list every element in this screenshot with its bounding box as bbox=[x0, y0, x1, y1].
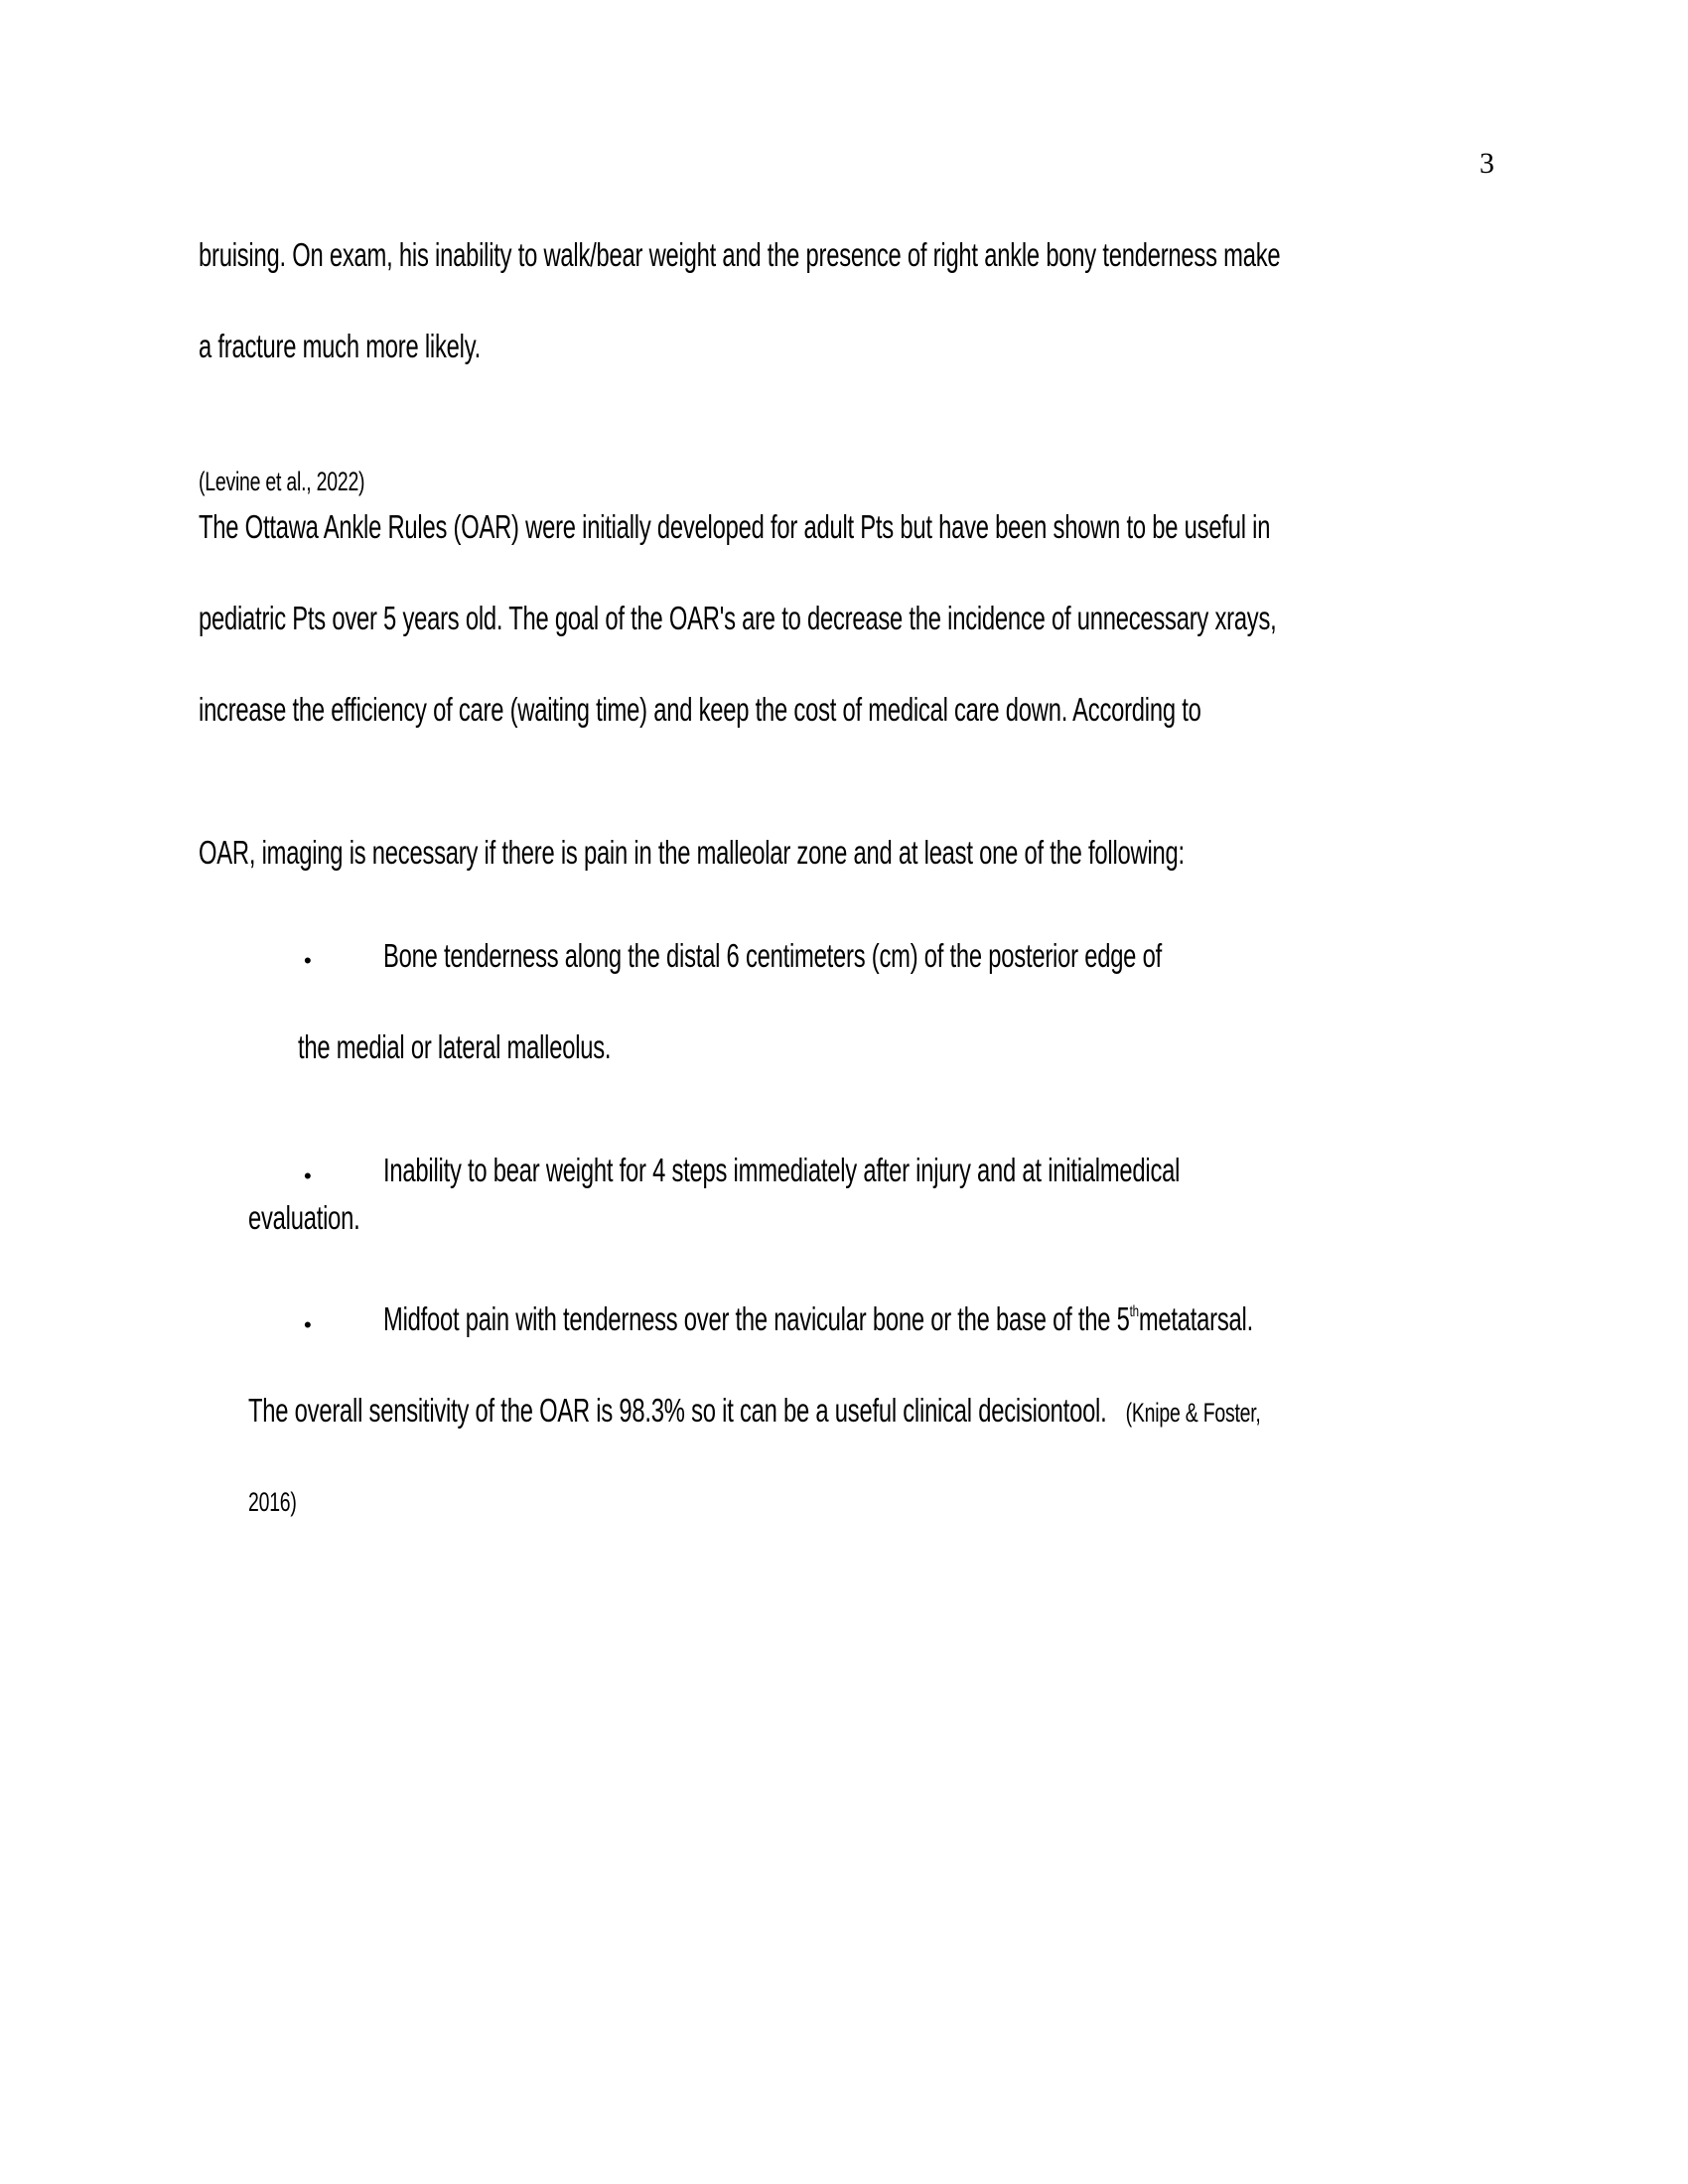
bullet-1-line-2: the medial or lateral malleolus. bbox=[298, 1028, 612, 1065]
paragraph-2-line-4: OAR, imaging is necessary if there is pain in the malleolar zone and at least one of the following: bbox=[199, 834, 1185, 871]
paragraph-1-line-2: a fracture much more likely. bbox=[199, 328, 482, 364]
page-number: 3 bbox=[1479, 147, 1494, 180]
bullet-icon: • bbox=[304, 948, 312, 973]
citation-knipe-foster-year: 2016) bbox=[248, 1487, 297, 1517]
paragraph-2-line-1: The Ottawa Ankle Rules (OAR) were initially developed for adult Pts but have been shown to be useful in bbox=[199, 508, 1271, 545]
superscript-th: th bbox=[1129, 1303, 1139, 1320]
paragraph-2-line-3: increase the efficiency of care (waiting time) and keep the cost of medical care down. According to bbox=[199, 691, 1201, 728]
bullet-1-line-1: Bone tenderness along the distal 6 centimeters (cm) of the posterior edge of bbox=[383, 937, 1162, 974]
paragraph-2-line-2: pediatric Pts over 5 years old. The goal of the OAR's are to decrease the incidence of unnecessary xrays, bbox=[199, 600, 1277, 636]
bullet-3-line-1: Midfoot pain with tenderness over the navicular bone or the base of the 5thmetatarsal. bbox=[383, 1300, 1253, 1337]
bullet-2-line-2: evaluation. bbox=[248, 1199, 360, 1236]
paragraph-3-line-1: The overall sensitivity of the OAR is 98.3% so it can be a useful clinical decisiontool. (Knipe & Foster, bbox=[248, 1392, 1261, 1429]
citation-levine: (Levine et al., 2022) bbox=[199, 467, 365, 496]
paragraph-1-line-1: bruising. On exam, his inability to walk/bear weight and the presence of right ankle bony tenderness make bbox=[199, 236, 1281, 273]
bullet-icon: • bbox=[304, 1312, 312, 1337]
bullet-2-line-1: Inability to bear weight for 4 steps immediately after injury and at initialmedical bbox=[383, 1152, 1181, 1188]
bullet-icon: • bbox=[304, 1163, 312, 1188]
citation-knipe-foster: (Knipe & Foster, bbox=[1125, 1398, 1261, 1428]
